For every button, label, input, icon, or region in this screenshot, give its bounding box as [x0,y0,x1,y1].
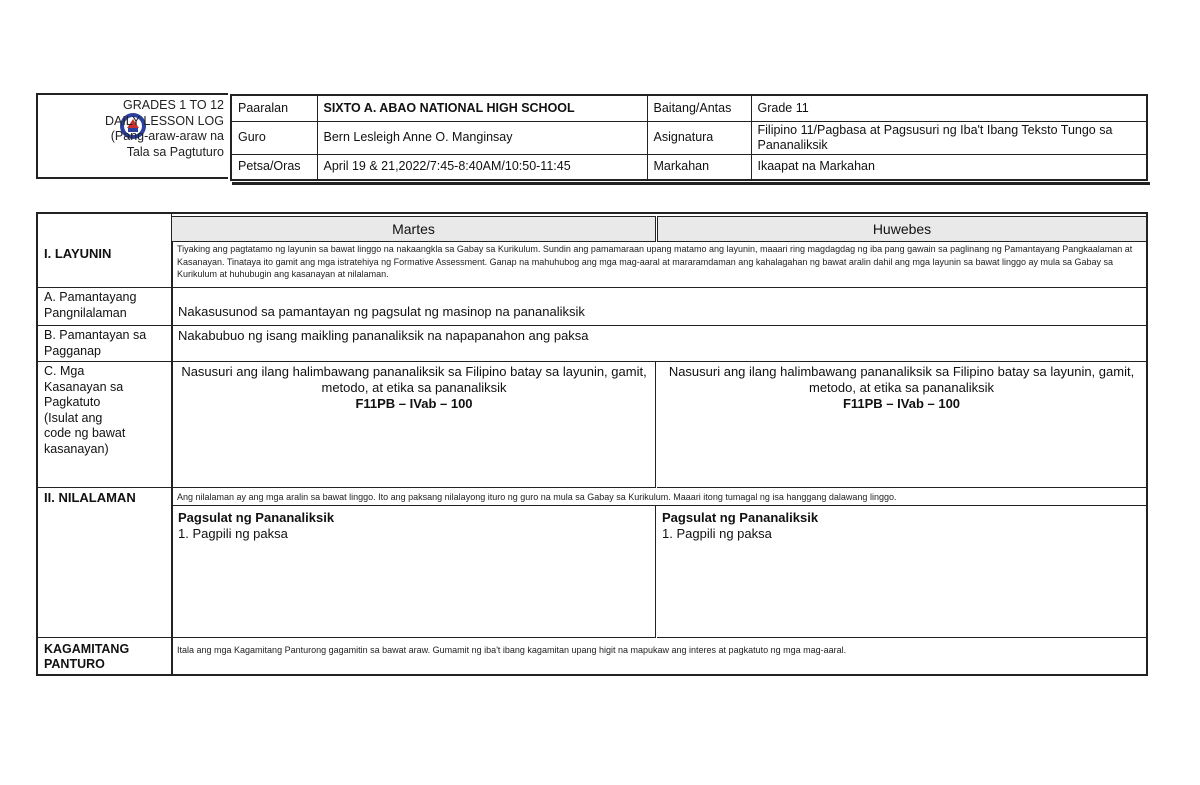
date-label: Petsa/Oras [231,154,317,180]
nilalaman-note: Ang nilalaman ay ang mga aralin sa bawat linggo. Ito ang paksang nilalayong ituro ng guro na mula sa Gabay sa Kurikulum. Maaari itong tumagal ng isa hanggang dalawang linggo. [172,488,1146,506]
nilalaman-huwebes-title: Pagsulat ng Pananaliksik [662,510,819,525]
dll-title-block [36,93,228,179]
header-shadow-line [232,182,1150,185]
nilalaman-martes-title: Pagsulat ng Pananaliksik [178,510,335,525]
day-header-huwebes: Huwebes [657,216,1146,242]
nilalaman-huwebes [657,506,1146,638]
teacher-label: Guro [231,121,317,154]
layunin-label: I. LAYUNIN [38,242,172,288]
kagamitan-label-line-2: PANTURO [44,657,105,671]
lesson-table [36,212,1148,676]
dll-title [105,98,224,160]
nilalaman-huwebes-item: 1. Pagpili ng paksa [662,526,772,541]
day-header-martes: Martes [172,216,656,242]
nilalaman-martes-item: 1. Pagpili ng paksa [178,526,288,541]
kagamitan-label-line-1: KAGAMITANG [44,642,130,656]
header-info-table [230,94,1148,181]
kasanayan-huwebes-code: F11PB – IVab – 100 [842,396,961,411]
layunin-note: Tiyaking ang pagtatamo ng layunin sa bawat linggo na nakaangkla sa Gabay sa Kurikulum. Sundin ang pamamaraan upang matamo ang layunin, maaari ring magdagdag ng iba pang gawain sa paglinang ng Pamantayang Pangkaalaman at Kasanayan. Tinataya ito gamit ang mga istratehiya ng Formative Assessment. Ganap na mahuhubog ang mga mag-aaral at mararamdaman ang kahalagahan ng bawat aralin dahil ang mga layunin sa bawat linggo ay mula sa Gabay sa Kurikulum at huhubugin ang kasanayan at nilalaman. [172,242,1146,288]
nilalaman-label: II. NILALAMAN [38,488,172,638]
kasanayan-martes-text: Nasusuri ang ilang halimbawang pananaliksik sa Filipino batay sa layunin, gamit, metodo, at etika sa pananaliksik [181,364,647,395]
header-row-date [231,154,1147,180]
empty-corner-cell [38,214,172,242]
kasanayan-martes [172,362,656,488]
title-line-3: (Pang-araw-araw na [110,129,224,143]
subject-label: Asignatura [647,121,751,154]
kagamitan-note: Itala ang mga Kagamitang Panturong gagamitin sa bawat araw. Gumamit ng iba't ibang kagamitan upang higit na mapukaw ang interes at pagkatuto ng mga mag-aaral. [172,638,1146,674]
pamantayan-sa-pagganap-value: Nakabubuo ng isang maikling pananaliksik na napapanahon ang paksa [172,326,1146,362]
kasanayan-huwebes-text: Nasusuri ang ilang halimbawang pananaliksik sa Filipino batay sa layunin, gamit, metodo, at etika sa pananaliksik [668,364,1135,395]
grade-value: Grade 11 [751,95,1147,121]
pamantayang-pangnilalaman-label: A. Pamantayang Pangnilalaman [38,288,172,326]
subject-value: Filipino 11/Pagbasa at Pagsusuri ng Iba't Ibang Teksto Tungo sa Pananaliksik [751,121,1147,154]
kasanayan-martes-code: F11PB – IVab – 100 [355,396,473,411]
nilalaman-martes [172,506,656,638]
kagamitan-label [38,638,172,674]
pamantayang-pangnilalaman-value: Nakasusunod sa pamantayan ng pagsulat ng masinop na pananaliksik [172,288,1146,326]
quarter-label: Markahan [647,154,751,180]
school-value: SIXTO A. ABAO NATIONAL HIGH SCHOOL [317,95,647,121]
title-line-1: GRADES 1 TO 12 [123,98,224,112]
quarter-value: Ikaapat na Markahan [751,154,1147,180]
grade-label: Baitang/Antas [647,95,751,121]
kasanayan-label: C. Mga Kasanayan sa Pagkatuto (Isulat ang code ng bawat kasanayan) [38,362,172,488]
school-label: Paaralan [231,95,317,121]
kasanayan-huwebes [657,362,1146,488]
date-value: April 19 & 21,2022/7:45-8:40AM/10:50-11:45 [317,154,647,180]
teacher-value: Bern Lesleigh Anne O. Manginsay [317,121,647,154]
title-line-4: Tala sa Pagtuturo [126,144,224,159]
header-row-school [231,95,1147,121]
pamantayan-sa-pagganap-label: B. Pamantayan sa Pagganap [38,326,172,362]
title-line-2: DAILY LESSON LOG [104,113,224,128]
header-row-teacher [231,121,1147,154]
